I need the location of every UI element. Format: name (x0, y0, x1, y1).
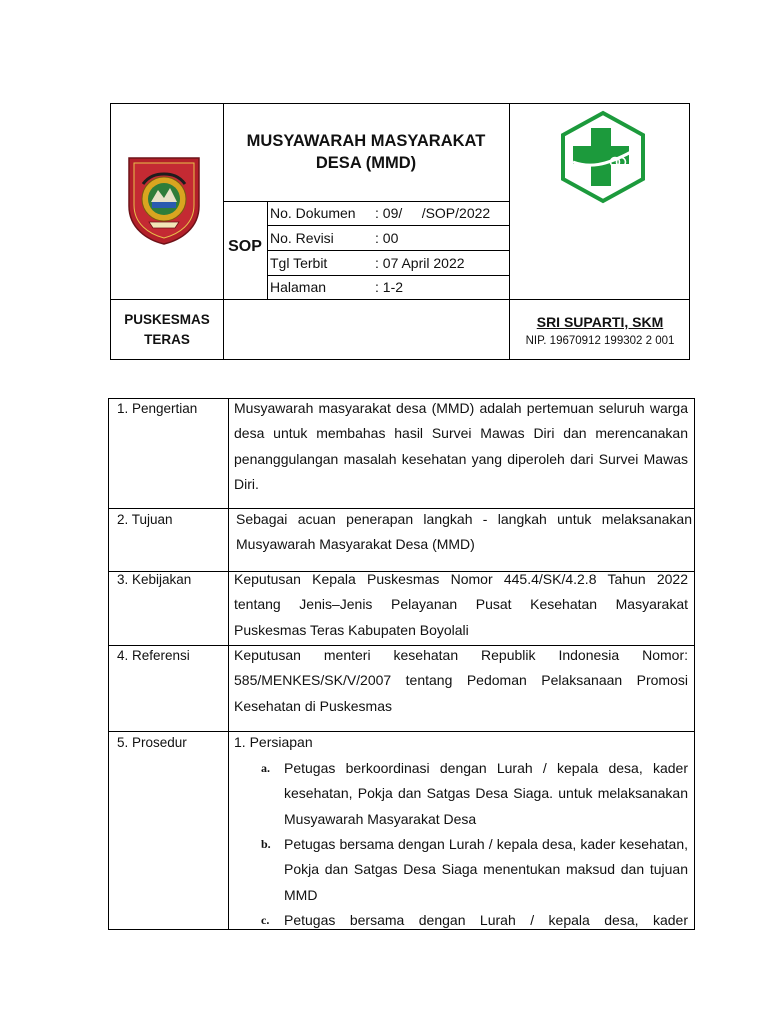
regency-emblem-icon (125, 154, 203, 246)
sop-label: SOP (228, 238, 262, 255)
organization-name (111, 310, 223, 350)
section-text: Musyawarah masyarakat desa (MMD) adalah pertemuan seluruh warga desa untuk membahas hasil Survei Mawas Diri dan merencanakan penanggulangan masalah kesehatan yang diperoleh dari Survei Mawas Diri. (234, 400, 688, 493)
doc-info-value: : 09/ /SOP/2022 (375, 205, 491, 221)
procedure-step-title: 1. Persiapan (234, 734, 313, 750)
section-text: Keputusan menteri kesehatan Republik Indonesia Nomor: 585/MENKES/SK/V/2007 tentang Pedoman Pelaksanaan Promosi Kesehatan di Puskesmas (234, 647, 688, 714)
organization-line: PUSKESMAS (124, 312, 210, 327)
procedure-sub-item (261, 832, 688, 908)
document-title: MUSYAWARAH MASYARAKAT DESA (MMD) (246, 132, 486, 172)
header-divider (111, 299, 689, 300)
section-label: 3. Kebijakan (117, 572, 192, 587)
doc-info-value: : 07 April 2022 (375, 255, 465, 271)
sop-content-table (108, 398, 695, 930)
signer-name: SRI SUPARTI, SKM (536, 314, 664, 330)
sub-item-marker: c. (261, 913, 270, 927)
section-label: 2. Tujuan (117, 512, 173, 527)
row-divider (109, 731, 694, 732)
sub-item-marker: b. (261, 837, 271, 851)
column-divider (228, 399, 229, 930)
sop-header-table (110, 103, 690, 360)
doc-info-label: Tgl Terbit (270, 255, 328, 271)
sub-item-text: Petugas bersama dengan Lurah / kepala desa, kader kesehatan, Pokja dan Satgas Desa Siaga menentukan maksud dan tujuan MMD (284, 836, 688, 903)
procedure-sub-item (261, 756, 688, 832)
sub-item-marker: a. (261, 761, 270, 775)
doc-info-label: No. Dokumen (270, 205, 356, 221)
doc-info-label: Halaman (270, 279, 327, 295)
section-label: 5. Prosedur (117, 735, 187, 750)
signer-block (509, 312, 691, 350)
section-label: 1. Pengertian (117, 401, 198, 416)
section-label: 4. Referensi (117, 648, 190, 663)
sub-item-text: Petugas bersama dengan Lurah / kepala desa, kader (284, 912, 688, 928)
doc-info-label: No. Revisi (270, 230, 334, 246)
doc-info-value: : 00 (375, 230, 399, 246)
doc-info-value: : 1-2 (375, 279, 404, 295)
puskesmas-logo-icon (559, 110, 647, 204)
sub-item-text: Petugas berkoordinasi dengan Lurah / kepala desa, kader kesehatan, Pokja dan Satgas Desa Siaga. untuk melaksanakan Musyawarah Masyarakat Desa (284, 760, 688, 827)
signer-nip: NIP. 19670912 199302 2 001 (525, 335, 675, 347)
procedure-sub-item (261, 908, 688, 933)
section-text: Keputusan Kepala Puskesmas Nomor 445.4/SK/4.2.8 Tahun 2022 tentang Jenis–Jenis Pelayanan Pusat Kesehatan Masyarakat Puskesmas Teras Kabupaten Boyolali (234, 571, 688, 638)
section-text: Sebagai acuan penerapan langkah - langkah untuk melaksanakan Musyawarah Masyarakat Desa (MMD) (236, 511, 692, 553)
organization-line: TERAS (144, 332, 190, 347)
